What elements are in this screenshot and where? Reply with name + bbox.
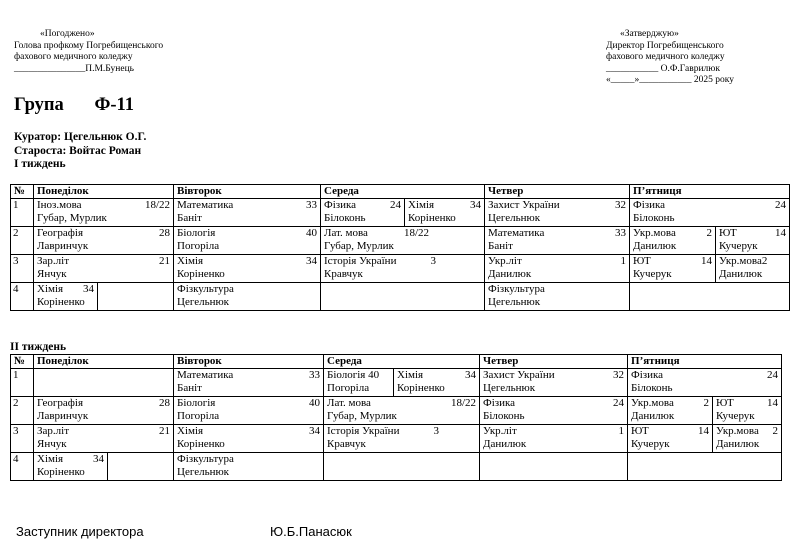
teacher: Данилюк	[631, 410, 675, 422]
room: 2	[706, 227, 713, 239]
director-position: Директор Погребищенського	[606, 40, 724, 51]
empty-cell	[34, 369, 174, 397]
subject: Лат. мова	[324, 227, 368, 239]
lesson-cell	[716, 255, 790, 283]
teacher: Кучерук	[716, 410, 755, 422]
pair-number: 3	[11, 425, 34, 453]
room: 24	[390, 199, 401, 211]
teacher: Погоріла	[177, 410, 220, 422]
teacher: Баніт	[177, 212, 202, 224]
room: 32	[615, 199, 627, 211]
room: 3	[433, 425, 439, 437]
subject: ЮТ	[716, 397, 734, 409]
teacher: Кучерук	[633, 268, 672, 280]
subject: Захист України	[488, 199, 560, 211]
room: 34	[306, 255, 317, 267]
lesson-cell	[716, 227, 790, 255]
col-number: №	[11, 185, 34, 199]
teacher: Кучерук	[719, 240, 758, 252]
col-tuesday: Вівторок	[174, 185, 321, 199]
lesson-cell	[480, 369, 628, 397]
teacher: Данилюк	[488, 268, 532, 280]
teacher: Данилюк	[716, 438, 760, 450]
approval-block-right	[606, 29, 734, 87]
week1-title: І тиждень	[14, 158, 66, 170]
teacher: Коріненко	[177, 438, 225, 450]
teacher: Губар, Мурлик	[324, 240, 394, 252]
teacher: Данилюк	[719, 268, 763, 280]
room: 21	[159, 425, 170, 437]
teacher: Баніт	[177, 382, 202, 394]
approval-block-left	[14, 29, 163, 75]
pair-number: 3	[11, 255, 34, 283]
lesson-cell	[321, 255, 485, 283]
lesson-cell	[405, 199, 485, 227]
col-wednesday: Середа	[324, 355, 480, 369]
room: 34	[470, 199, 482, 211]
pair-number: 1	[11, 369, 34, 397]
teacher: Погоріла	[327, 382, 370, 394]
room: 1	[618, 425, 625, 437]
col-number: №	[11, 355, 34, 369]
director-signature: ___________ О.Ф.Гаврилюк	[606, 63, 720, 74]
teacher: Білоконь	[633, 212, 675, 224]
room: 1	[620, 255, 627, 267]
table-header-row	[11, 355, 782, 369]
room: 18/22	[144, 199, 170, 211]
teacher: Цегельнюк	[488, 296, 541, 308]
lesson-cell	[174, 227, 321, 255]
lesson-cell	[34, 397, 174, 425]
subject: Хімія	[37, 283, 64, 295]
room: 34	[93, 453, 104, 465]
teacher: Коріненко	[177, 268, 225, 280]
subject: Математика	[488, 227, 545, 239]
lesson-cell	[485, 199, 630, 227]
lesson-cell	[485, 227, 630, 255]
subject: ЮТ	[633, 255, 651, 267]
room: 18/22	[403, 227, 429, 239]
empty-cell	[480, 453, 628, 481]
subject: Хімія	[397, 369, 424, 381]
subject: Хімія	[177, 255, 204, 267]
subject: Укр.мова2	[719, 255, 768, 267]
col-thursday: Четвер	[485, 185, 630, 199]
lesson-cell	[628, 397, 713, 425]
teacher: Погоріла	[177, 240, 220, 252]
teacher: Кравчук	[327, 438, 366, 450]
subject: Укр.літ	[488, 255, 522, 267]
lesson-cell	[34, 283, 174, 311]
room: 33	[309, 369, 320, 381]
approver-institution: фахового медичного коледжу	[14, 52, 133, 62]
subject: Лат. мова	[327, 397, 371, 409]
col-monday: Понеділок	[34, 185, 174, 199]
room: 2	[772, 425, 779, 437]
lesson-cell	[324, 397, 480, 425]
lesson-cell	[324, 369, 394, 397]
subject: Фізкультура	[177, 453, 234, 465]
teacher: Янчук	[37, 438, 67, 450]
subject: ЮТ	[631, 425, 649, 437]
teacher: Цегельнюк	[177, 296, 230, 308]
empty-cell	[628, 453, 782, 481]
group-info	[14, 131, 146, 172]
subject: Фізкультура	[488, 283, 545, 295]
table-row	[11, 369, 782, 397]
group-name: Ф-11	[94, 95, 134, 115]
table-row	[11, 453, 782, 481]
col-friday: П’ятниця	[628, 355, 782, 369]
room: 14	[775, 227, 787, 239]
empty-cell	[324, 453, 480, 481]
lesson-cell	[630, 227, 716, 255]
group-label: Група	[14, 95, 64, 115]
subject: Фізика	[324, 199, 357, 211]
lesson-cell	[34, 227, 174, 255]
headman: Староста: Войтас Роман	[14, 144, 142, 157]
subject: Біологія 40	[327, 369, 380, 381]
room: 14	[701, 255, 713, 267]
lesson-cell	[630, 199, 790, 227]
table-row	[11, 283, 790, 311]
lesson-cell	[324, 425, 480, 453]
lesson-cell	[628, 425, 713, 453]
teacher: Лавринчук	[37, 240, 89, 252]
room: 3	[430, 255, 436, 267]
room: 40	[309, 397, 320, 409]
subject: Укр.літ	[483, 425, 517, 437]
schedule-week1	[10, 184, 790, 311]
subject: Хімія	[177, 425, 204, 437]
col-wednesday: Середа	[321, 185, 485, 199]
deputy-director-name: Ю.Б.Панасюк	[270, 524, 352, 539]
pair-number: 2	[11, 397, 34, 425]
subject: Укр.мова	[631, 397, 674, 409]
subject: Математика	[177, 199, 234, 211]
lesson-cell	[713, 397, 782, 425]
approval-date: «_____»___________ 2025 року	[606, 75, 734, 85]
lesson-cell	[174, 453, 324, 481]
lesson-cell	[174, 255, 321, 283]
teacher: Цегельнюк	[483, 382, 536, 394]
subject: Фізика	[633, 199, 666, 211]
lesson-cell	[630, 255, 716, 283]
subject: Іноз.мова	[37, 199, 82, 211]
col-thursday: Четвер	[480, 355, 628, 369]
pair-number: 4	[11, 283, 34, 311]
lesson-cell	[394, 369, 480, 397]
pair-number: 2	[11, 227, 34, 255]
lesson-cell	[713, 425, 782, 453]
subject: Зар.літ	[37, 425, 69, 437]
lesson-cell	[174, 199, 321, 227]
subject: Фізкультура	[177, 283, 234, 295]
approver-signature: _______________П.М.Бунець	[14, 63, 134, 74]
pair-number: 4	[11, 453, 34, 481]
schedule-week2	[10, 354, 782, 481]
lesson-cell	[485, 255, 630, 283]
lesson-cell	[34, 199, 174, 227]
lesson-cell	[321, 199, 405, 227]
teacher: Коріненко	[408, 212, 456, 224]
table-row	[11, 397, 782, 425]
teacher: Кравчук	[324, 268, 363, 280]
teacher: Данилюк	[633, 240, 677, 252]
subject: Географія	[37, 397, 84, 409]
subject: Математика	[177, 369, 234, 381]
teacher: Коріненко	[37, 296, 85, 308]
teacher: Білоконь	[483, 410, 525, 422]
lesson-cell	[480, 425, 628, 453]
empty-subcell	[98, 283, 173, 310]
subject: ЮТ	[719, 227, 737, 239]
approver-position: Голова профкому Погребищенського	[14, 40, 164, 51]
deputy-director-label: Заступник директора	[16, 524, 144, 539]
group-title	[14, 95, 134, 116]
subject: Біологія	[177, 227, 216, 239]
subject: Біологія	[177, 397, 216, 409]
table-row	[11, 227, 790, 255]
lesson-cell	[174, 283, 321, 311]
week2-title: ІІ тиждень	[10, 341, 67, 353]
lesson-cell	[485, 283, 630, 311]
room: 33	[615, 227, 627, 239]
room: 24	[613, 397, 625, 409]
subject: Хімія	[408, 199, 435, 211]
teacher: Данилюк	[483, 438, 527, 450]
subject: Укр.мова	[716, 425, 759, 437]
subject: Хімія	[37, 453, 64, 465]
teacher: Коріненко	[397, 382, 445, 394]
teacher: Губар, Мурлик	[327, 410, 397, 422]
room: 24	[767, 369, 779, 381]
teacher: Білоконь	[631, 382, 673, 394]
subject: Географія	[37, 227, 84, 239]
subject: Історія України	[327, 425, 400, 437]
director-institution: фахового медичного коледжу	[606, 52, 725, 62]
confirm-label: «Затверджую»	[620, 29, 679, 39]
room: 33	[306, 199, 317, 211]
teacher: Білоконь	[324, 212, 366, 224]
col-monday: Понеділок	[34, 355, 174, 369]
table-row	[11, 425, 782, 453]
lesson-cell	[174, 425, 324, 453]
empty-cell	[630, 283, 790, 311]
teacher: Лавринчук	[37, 410, 89, 422]
teacher: Цегельнюк	[488, 212, 541, 224]
subject: Зар.літ	[37, 255, 69, 267]
subject: Захист України	[483, 369, 555, 381]
room: 24	[775, 199, 787, 211]
room: 21	[159, 255, 170, 267]
col-friday: П’ятниця	[630, 185, 790, 199]
room: 34	[309, 425, 320, 437]
room: 32	[613, 369, 625, 381]
lesson-cell	[321, 227, 485, 255]
teacher: Баніт	[488, 240, 513, 252]
lesson-cell	[34, 255, 174, 283]
subject: Історія України	[324, 255, 397, 267]
room: 14	[698, 425, 710, 437]
lesson-cell	[174, 369, 324, 397]
empty-subcell	[108, 453, 173, 480]
teacher: Цегельнюк	[177, 466, 230, 478]
curator: Куратор: Цегельнюк О.Г.	[14, 131, 147, 143]
teacher: Янчук	[37, 268, 67, 280]
empty-cell	[321, 283, 485, 311]
lesson-cell	[34, 425, 174, 453]
lesson-cell	[34, 453, 174, 481]
room: 40	[306, 227, 317, 239]
lesson-cell	[628, 369, 782, 397]
table-header-row	[11, 185, 790, 199]
table-row	[11, 255, 790, 283]
lesson-cell	[174, 397, 324, 425]
subject: Фізика	[631, 369, 664, 381]
room: 34	[465, 369, 477, 381]
teacher: Коріненко	[37, 466, 85, 478]
teacher: Кучерук	[631, 438, 670, 450]
room: 34	[83, 283, 94, 295]
room: 14	[767, 397, 779, 409]
room: 2	[703, 397, 710, 409]
approved-label: «Погоджено»	[40, 29, 95, 39]
room: 28	[159, 227, 170, 239]
subject: Фізика	[483, 397, 516, 409]
room: 18/22	[450, 397, 477, 409]
table-row	[11, 199, 790, 227]
teacher: Губар, Мурлик	[37, 212, 107, 224]
room: 28	[159, 397, 170, 409]
lesson-cell	[480, 397, 628, 425]
col-tuesday: Вівторок	[174, 355, 324, 369]
subject: Укр.мова	[633, 227, 676, 239]
pair-number: 1	[11, 199, 34, 227]
